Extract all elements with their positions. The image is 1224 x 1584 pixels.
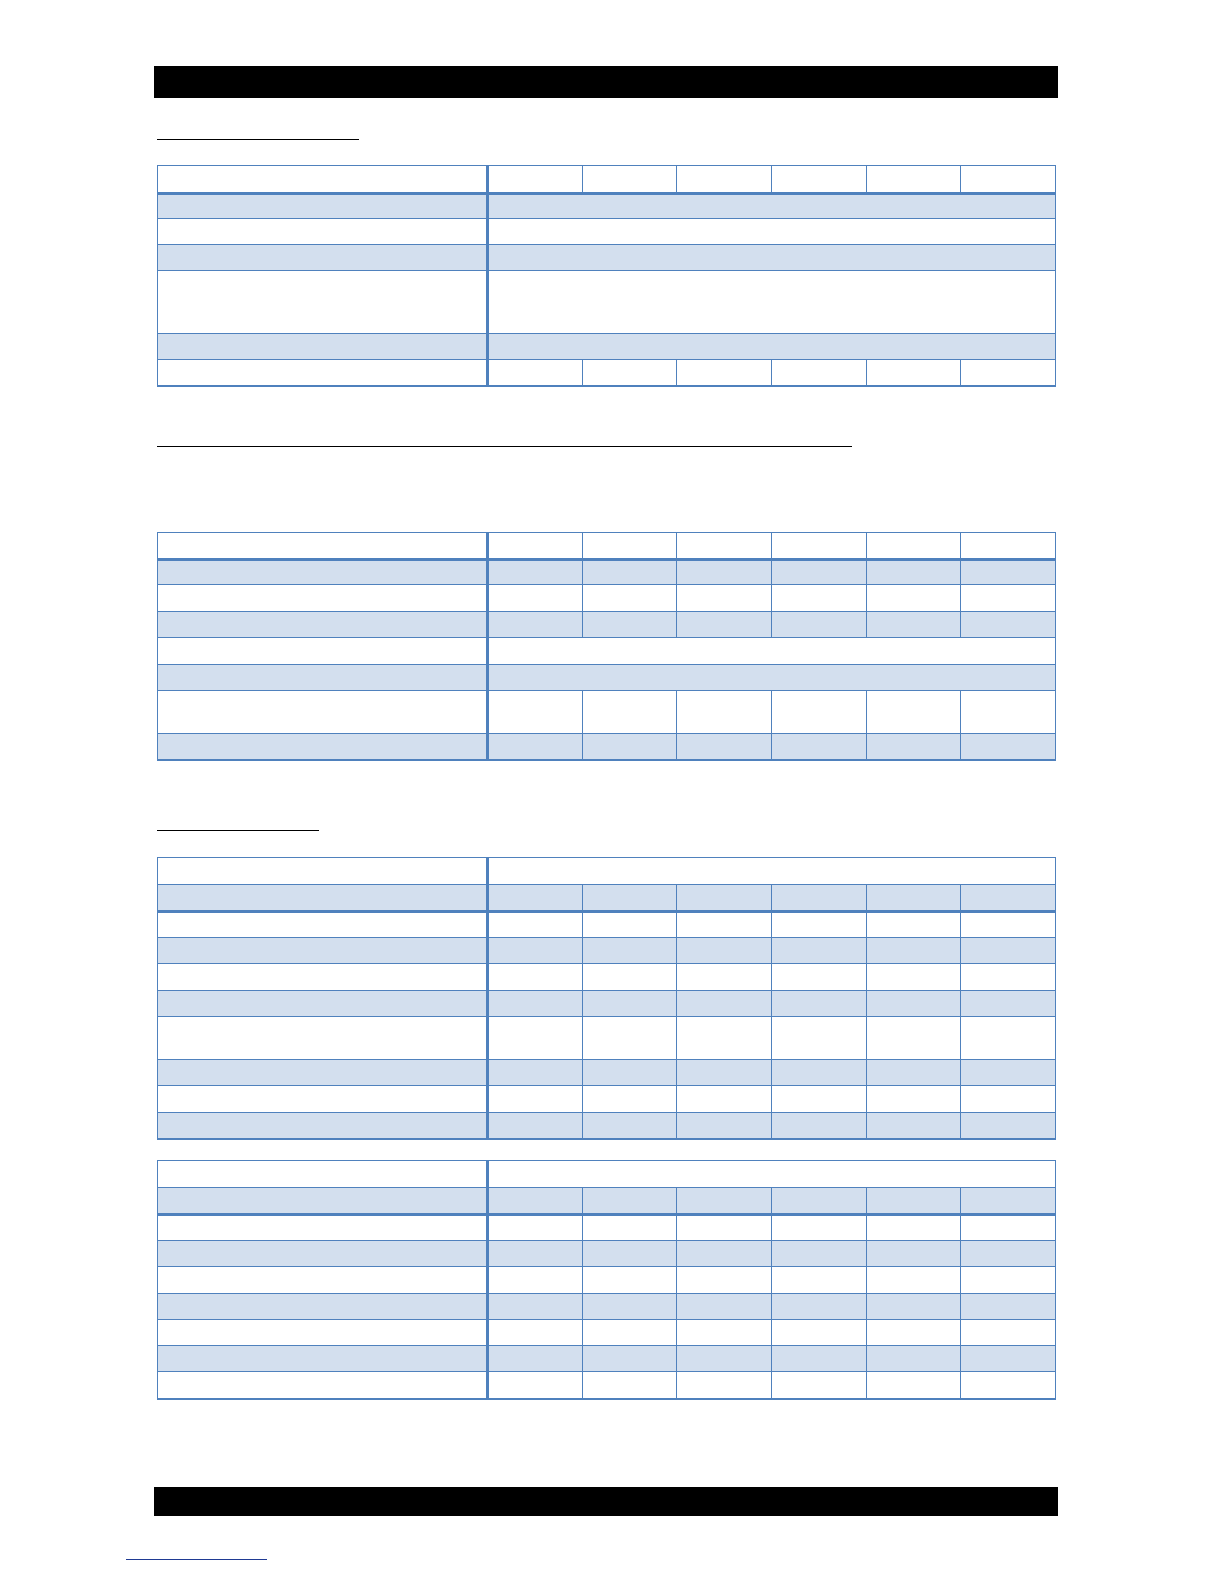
table-row	[158, 1294, 1056, 1320]
table-row	[158, 1060, 1056, 1086]
table-title-row	[158, 1161, 1056, 1188]
table-row	[158, 938, 1056, 964]
data-table	[157, 532, 1056, 761]
table-row	[158, 612, 1056, 638]
table-title-row	[158, 858, 1056, 885]
section-heading-rule	[157, 446, 852, 447]
footer-link[interactable]	[126, 1559, 267, 1560]
table-row	[158, 665, 1056, 691]
section-heading-rule	[157, 830, 319, 831]
table-row	[158, 1086, 1056, 1113]
table-header-row	[158, 166, 1056, 194]
table-row	[158, 1215, 1056, 1241]
table-row	[158, 1320, 1056, 1346]
table-row	[158, 194, 1056, 219]
table-row	[158, 1017, 1056, 1060]
table-row	[158, 360, 1056, 386]
table-row	[158, 1372, 1056, 1399]
data-table	[157, 165, 1056, 387]
table-header-row	[158, 533, 1056, 560]
table-row	[158, 560, 1056, 585]
table-row	[158, 734, 1056, 760]
table-row	[158, 1267, 1056, 1294]
table-row	[158, 1346, 1056, 1372]
table-row	[158, 271, 1056, 334]
table-row	[158, 912, 1056, 938]
table-header-row	[158, 1188, 1056, 1215]
table-row	[158, 219, 1056, 245]
table-row	[158, 638, 1056, 665]
table-header-row	[158, 885, 1056, 912]
table-row	[158, 1113, 1056, 1139]
footer-bar	[154, 1487, 1058, 1516]
table-row	[158, 991, 1056, 1017]
data-table	[157, 1160, 1056, 1400]
table-row	[158, 245, 1056, 271]
section-heading-rule	[157, 139, 359, 140]
table-row	[158, 585, 1056, 612]
table-row	[158, 691, 1056, 734]
table-row	[158, 1241, 1056, 1267]
header-bar	[154, 66, 1058, 98]
table-row	[158, 964, 1056, 991]
data-table	[157, 857, 1056, 1140]
table-row	[158, 334, 1056, 360]
